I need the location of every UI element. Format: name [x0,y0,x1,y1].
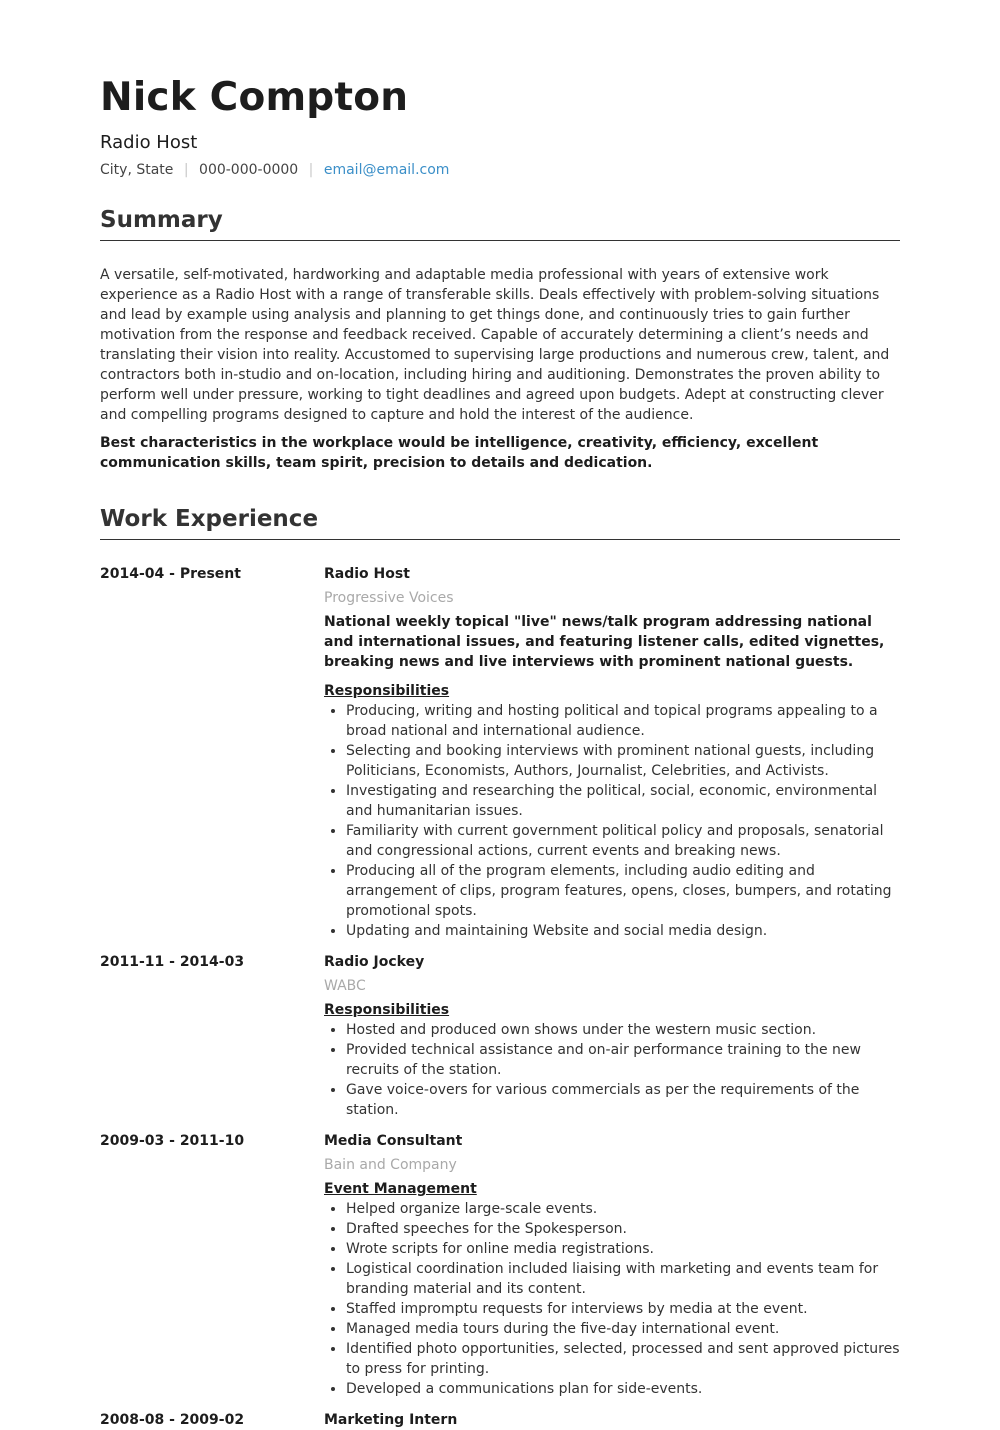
summary-highlight: Best characteristics in the workplace would be intelligence, creativity, efficiency, excellent communication skills, team spirit, precision to details and dedication. [100,435,819,471]
list-item: • Producing, writing and hosting political and topical programs appealing to a broad national and international audience. [346,701,900,741]
contact-separator: | [308,162,314,178]
responsibilities-heading: Responsibilities [324,683,450,699]
event-management-list [324,1199,900,1399]
job-details [324,564,900,941]
job-dates: 2009-03 - 2011-10 [100,1133,245,1149]
job-role: Media Consultant [324,1133,463,1149]
job-company: Bain and Company [324,1157,457,1173]
job-company: WABC [324,978,366,994]
job-dates: 2014-04 - Present [100,566,241,582]
summary-paragraph: A versatile, self-motivated, hardworking and adaptable media professional with years of extensive work experience as a Radio Host with a range of transferable skills. Deals effectively with problem-solving situations and lead by example using analysis and planning to get things done, and continuously tries to gain further motivation from the response and feedback received. Capable of accurately determining a client’s needs and translating their vision into reality. Accustomed to supervising large productions and numerous crew, talent, and contractors both in-studio and on-location, including hiring and auditioning. Demonstrates the proven ability to perform well under pressure, working to tight deadlines and agreed upon budgets. Adept at constructing clever and compelling programs designed to capture and hold the interest of the audience. [100,267,890,423]
job-role: Radio Host [324,566,410,582]
candidate-title: Radio Host [100,132,198,153]
list-item: • Drafted speeches for the Spokesperson. [346,1219,900,1239]
job-role: Radio Jockey [324,954,425,970]
job-details [324,1131,900,1399]
job-entry [100,1410,900,1430]
list-item: • Staffed impromptu requests for interviews by media at the event. [346,1299,900,1319]
list-item: • Managed media tours during the five-day international event. [346,1319,900,1339]
list-item: • Gave voice-overs for various commercials as per the requirements of the station. [346,1080,900,1120]
job-company: Progressive Voices [324,590,454,606]
email-link[interactable]: email@email.com [323,162,450,178]
list-item: • Logistical coordination included liaising with marketing and events team for branding material and its content. [346,1259,900,1299]
job-entry [100,564,900,941]
list-item: • Wrote scripts for online media registrations. [346,1239,900,1259]
contact-separator: | [183,162,189,178]
candidate-name: Nick Compton [100,75,409,120]
list-item: • Updating and maintaining Website and social media design. [346,921,900,941]
job-details [324,952,900,1120]
job-details [324,1410,900,1430]
job-description: National weekly topical "live" news/talk program addressing national and international issues, and featuring listener calls, edited vignettes, breaking news and live interviews with prominent national guests. [324,614,885,670]
summary-heading: Summary [100,204,900,241]
job-list [100,564,900,1430]
resume-page [100,0,900,1430]
job-role: Marketing Intern [324,1412,458,1428]
phone-text: 000-000-0000 [199,162,299,178]
list-item: • Helped organize large-scale events. [346,1199,900,1219]
responsibilities-list [324,1020,900,1120]
event-management-heading: Event Management [324,1181,477,1197]
work-experience-heading: Work Experience [100,503,900,540]
responsibilities-list [324,701,900,941]
list-item: • Producing all of the program elements, including audio editing and arrangement of clips, program features, opens, closes, bumpers, and rotating promotional spots. [346,861,900,921]
job-entry [100,952,900,1120]
work-experience-section [100,503,900,1430]
list-item: • Identified photo opportunities, selected, processed and sent approved pictures to press for printing. [346,1339,900,1379]
list-item: • Familiarity with current government political policy and proposals, senatorial and congressional actions, current events and breaking news. [346,821,900,861]
list-item: • Investigating and researching the political, social, economic, environmental and humanitarian issues. [346,781,900,821]
list-item: • Hosted and produced own shows under the western music section. [346,1020,900,1040]
responsibilities-heading: Responsibilities [324,1002,450,1018]
list-item: • Selecting and booking interviews with prominent national guests, including Politicians, Economists, Authors, Journalist, Celebrities, and Activists. [346,741,900,781]
job-entry [100,1131,900,1399]
job-dates: 2011-11 - 2014-03 [100,954,245,970]
contact-line [100,160,900,180]
job-dates: 2008-08 - 2009-02 [100,1412,245,1428]
list-item: • Provided technical assistance and on-air performance training to the new recruits of the station. [346,1040,900,1080]
list-item: • Developed a communications plan for side-events. [346,1379,900,1399]
location-text: City, State [100,162,174,178]
summary-section [100,204,900,473]
resume-header [100,70,900,180]
